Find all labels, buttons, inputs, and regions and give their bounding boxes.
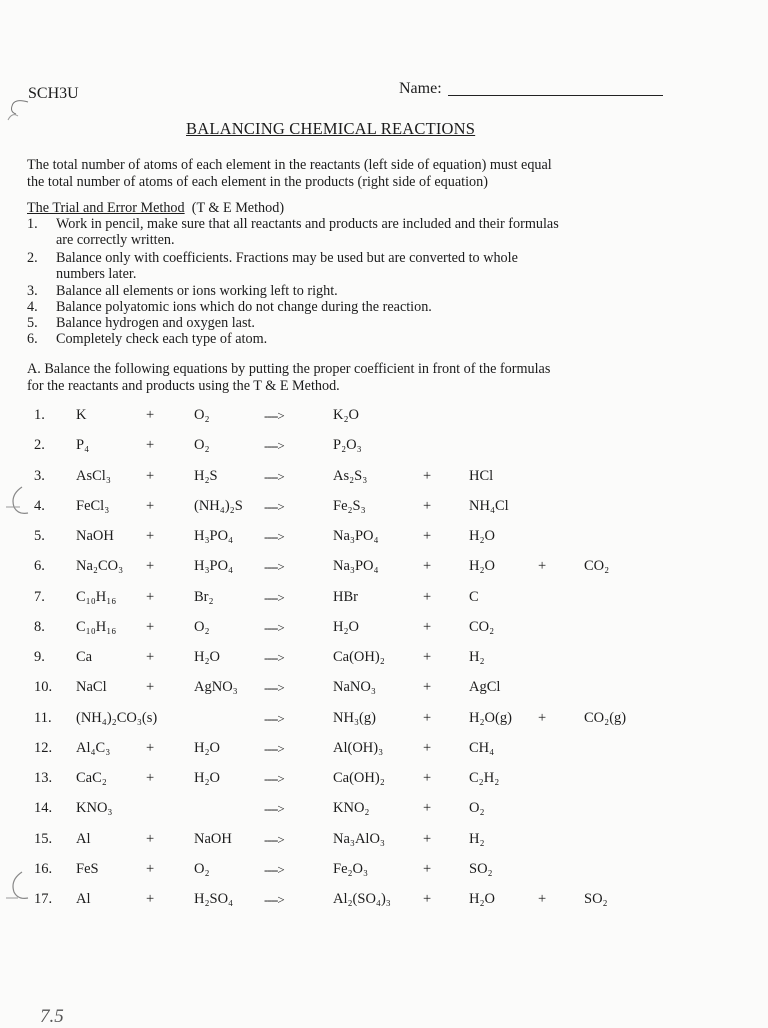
plus-sign: + bbox=[423, 679, 432, 696]
plus-sign: + bbox=[146, 830, 155, 847]
product-1: Na₃AlO₃ bbox=[333, 830, 385, 847]
pencil-scribble-top bbox=[2, 92, 42, 132]
plus-sign: + bbox=[146, 467, 155, 484]
plus-sign: + bbox=[146, 739, 155, 756]
plus-sign: + bbox=[423, 497, 432, 514]
product-2: HCl bbox=[469, 467, 494, 484]
step-text-line: Work in pencil, make sure that all reactants and products are included and their formulas bbox=[56, 216, 559, 232]
product-1: Al(OH)₃ bbox=[333, 739, 384, 756]
plus-sign: + bbox=[423, 467, 432, 484]
step-text bbox=[56, 216, 696, 248]
plus-sign: + bbox=[146, 497, 155, 514]
equation-number: 9. bbox=[34, 649, 45, 665]
plus-sign: + bbox=[146, 528, 155, 544]
reactant-2: O₂ bbox=[194, 860, 210, 877]
product-2: AgCl bbox=[469, 679, 501, 696]
plus-sign: + bbox=[423, 891, 432, 907]
step-text-line: Balance only with coefficients. Fractions may be used but are converted to whole bbox=[56, 250, 518, 266]
equation-number: 3. bbox=[34, 467, 45, 484]
product-2: H₂O bbox=[469, 891, 495, 907]
pencil-bracket-mark-2 bbox=[0, 868, 40, 908]
step-2 bbox=[27, 250, 707, 284]
reactant-1: P₄ bbox=[76, 437, 90, 454]
product-3: CO₂(g) bbox=[584, 709, 627, 726]
intro-line-2: the total number of atoms of each element in the products (right side of equation) bbox=[27, 174, 488, 190]
reactant-1: Al bbox=[76, 830, 91, 847]
reactant-1: FeCl₃ bbox=[76, 497, 110, 514]
reactant-2: O₂ bbox=[194, 407, 210, 423]
name-field[interactable] bbox=[399, 80, 663, 98]
plus-sign: + bbox=[423, 618, 432, 635]
step-6 bbox=[27, 331, 707, 348]
reactant-2: O₂ bbox=[194, 618, 210, 635]
step-3 bbox=[27, 283, 707, 300]
equation-number: 6. bbox=[34, 558, 45, 575]
equation-number: 4. bbox=[34, 497, 45, 514]
step-number: 2. bbox=[27, 250, 38, 266]
yields-arrow: ----> bbox=[264, 559, 284, 575]
equation-number: 16. bbox=[34, 860, 53, 877]
reactant-2: O₂ bbox=[194, 437, 210, 454]
section-a-line-1: A. Balance the following equations by putting the proper coefficient in front of the formulas bbox=[27, 361, 551, 377]
plus-sign: + bbox=[146, 588, 155, 605]
page-title: BALANCING CHEMICAL REACTIONS bbox=[186, 119, 476, 138]
reactant-1: FeS bbox=[76, 860, 99, 877]
method-heading bbox=[27, 200, 284, 217]
product-1: Al₂(SO₄)₃ bbox=[333, 891, 391, 907]
plus-sign: + bbox=[423, 588, 432, 605]
reactant-2: (NH₄)₂S bbox=[194, 497, 243, 514]
reactant-1: Al bbox=[76, 891, 91, 907]
yields-arrow: ----> bbox=[264, 468, 284, 484]
step-number: 3. bbox=[27, 283, 38, 299]
reactant-2: H₂O bbox=[194, 739, 220, 756]
product-2: C bbox=[469, 588, 479, 605]
step-text-line: numbers later. bbox=[56, 266, 137, 282]
plus-sign: + bbox=[146, 407, 155, 423]
reactant-2: H₂SO₄ bbox=[194, 891, 234, 907]
yields-arrow: ----> bbox=[264, 498, 284, 514]
yields-arrow: ----> bbox=[264, 831, 284, 847]
plus-sign: + bbox=[146, 891, 155, 907]
reactant-1: CaC₂ bbox=[76, 770, 107, 786]
step-1 bbox=[27, 216, 707, 250]
name-label: Name: bbox=[399, 80, 442, 97]
yields-arrow: ----> bbox=[264, 771, 284, 786]
step-4 bbox=[27, 299, 707, 316]
yields-arrow: ----> bbox=[264, 529, 284, 544]
step-5 bbox=[27, 315, 707, 332]
reactant-2: H₂O bbox=[194, 770, 220, 786]
product-1: KNO₂ bbox=[333, 800, 370, 817]
plus-sign: + bbox=[146, 679, 155, 696]
reactant-1: Al₄C₃ bbox=[76, 739, 111, 756]
product-1: K₂O bbox=[333, 407, 359, 423]
product-1: HBr bbox=[333, 588, 358, 605]
product-1: Ca(OH)₂ bbox=[333, 649, 385, 665]
reactant-1: KNO₃ bbox=[76, 800, 113, 817]
reactant-2: NaOH bbox=[194, 830, 232, 847]
yields-arrow: ----> bbox=[264, 801, 284, 817]
plus-sign: + bbox=[423, 649, 432, 665]
yields-arrow: ----> bbox=[264, 589, 284, 605]
product-1: As₂S₃ bbox=[333, 467, 368, 484]
course-code: SCH3U bbox=[28, 85, 79, 102]
step-text: Balance polyatomic ions which do not change during the reaction. bbox=[56, 299, 432, 315]
product-1: Fe₂O₃ bbox=[333, 860, 369, 877]
yields-arrow: ----> bbox=[264, 438, 284, 454]
plus-sign: + bbox=[423, 709, 432, 726]
step-number: 5. bbox=[27, 315, 38, 331]
product-1: H₂O bbox=[333, 618, 359, 635]
equation-number: 15. bbox=[34, 830, 53, 847]
yields-arrow: ----> bbox=[264, 408, 284, 423]
product-1: P₂O₃ bbox=[333, 437, 362, 454]
plus-sign: + bbox=[538, 558, 547, 575]
step-number: 1. bbox=[27, 216, 38, 232]
plus-sign: + bbox=[538, 891, 547, 907]
yields-arrow: ----> bbox=[264, 680, 284, 696]
step-number: 6. bbox=[27, 331, 38, 347]
reactant-1: Na₂CO₃ bbox=[76, 558, 124, 575]
equation-number: 11. bbox=[34, 709, 52, 726]
plus-sign: + bbox=[423, 860, 432, 877]
reactant-2: Br₂ bbox=[194, 588, 214, 605]
product-1: Ca(OH)₂ bbox=[333, 770, 385, 786]
equation-number: 13. bbox=[34, 770, 53, 786]
equation-number: 2. bbox=[34, 437, 45, 454]
step-number: 4. bbox=[27, 299, 38, 315]
product-2: H₂O bbox=[469, 528, 495, 544]
equation-number: 8. bbox=[34, 618, 45, 635]
reactant-2: AgNO₃ bbox=[194, 679, 238, 696]
product-1: NaNO₃ bbox=[333, 679, 376, 696]
equation-number: 7. bbox=[34, 588, 45, 605]
equation-number: 5. bbox=[34, 528, 45, 544]
yields-arrow: ----> bbox=[264, 710, 284, 726]
plus-sign: + bbox=[146, 558, 155, 575]
section-a-line-2: for the reactants and products using the T & E Method. bbox=[27, 378, 340, 394]
reactant-1: AsCl₃ bbox=[76, 467, 111, 484]
product-3: SO₂ bbox=[584, 891, 608, 907]
plus-sign: + bbox=[146, 649, 155, 665]
product-2: O₂ bbox=[469, 800, 485, 817]
reactant-1: NaOH bbox=[76, 528, 114, 544]
product-2: C₂H₂ bbox=[469, 770, 500, 786]
intro-line-1: The total number of atoms of each element in the reactants (left side of equation) must equal bbox=[27, 157, 552, 173]
reactant-1: (NH₄)₂CO₃(s) bbox=[76, 709, 158, 726]
reactant-2: H₂S bbox=[194, 467, 218, 484]
equation-number: 10. bbox=[34, 679, 53, 696]
pencil-bracket-mark-1 bbox=[0, 483, 40, 523]
step-text bbox=[56, 250, 696, 282]
equation-number: 14. bbox=[34, 800, 53, 817]
yields-arrow: ----> bbox=[264, 619, 284, 635]
method-subtitle: (T & E Method) bbox=[191, 200, 285, 216]
reactant-1: C₁₀H₁₆ bbox=[76, 588, 117, 605]
plus-sign: + bbox=[423, 830, 432, 847]
step-text: Balance all elements or ions working left to right. bbox=[56, 283, 338, 299]
product-2: SO₂ bbox=[469, 860, 493, 877]
reactant-1: K bbox=[76, 407, 87, 423]
yields-arrow: ----> bbox=[264, 740, 284, 756]
reactant-1: Ca bbox=[76, 649, 93, 665]
product-2: CH₄ bbox=[469, 739, 495, 756]
product-1: NH₃(g) bbox=[333, 709, 376, 726]
equation-number: 17. bbox=[34, 891, 53, 907]
product-3: CO₂ bbox=[584, 558, 610, 575]
yields-arrow: ----> bbox=[264, 892, 284, 907]
plus-sign: + bbox=[146, 437, 155, 454]
product-1: Fe₂S₃ bbox=[333, 497, 366, 514]
plus-sign: + bbox=[146, 618, 155, 635]
equation-number: 12. bbox=[34, 739, 53, 756]
plus-sign: + bbox=[146, 770, 155, 786]
step-text: Balance hydrogen and oxygen last. bbox=[56, 315, 255, 331]
reactant-2: H₃PO₄ bbox=[194, 558, 234, 575]
reactant-2: H₂O bbox=[194, 649, 220, 665]
equation-number: 1. bbox=[34, 407, 45, 423]
product-2: H₂ bbox=[469, 649, 485, 665]
plus-sign: + bbox=[423, 528, 432, 544]
step-text: Completely check each type of atom. bbox=[56, 331, 268, 347]
name-blank-line[interactable] bbox=[448, 95, 663, 96]
reactant-2: H₃PO₄ bbox=[194, 528, 234, 544]
product-2: H₂ bbox=[469, 830, 485, 847]
handwritten-note: 7.5 bbox=[40, 1006, 64, 1027]
method-title: The Trial and Error Method bbox=[27, 200, 185, 216]
product-2: H₂O bbox=[469, 558, 495, 575]
product-1: Na₃PO₄ bbox=[333, 558, 379, 575]
plus-sign: + bbox=[423, 800, 432, 817]
step-text-line: are correctly written. bbox=[56, 232, 175, 248]
product-1: Na₃PO₄ bbox=[333, 528, 379, 544]
plus-sign: + bbox=[423, 770, 432, 786]
product-2: H₂O(g) bbox=[469, 709, 512, 726]
yields-arrow: ----> bbox=[264, 650, 284, 665]
plus-sign: + bbox=[538, 709, 547, 726]
product-2: NH₄Cl bbox=[469, 497, 509, 514]
plus-sign: + bbox=[423, 739, 432, 756]
product-2: CO₂ bbox=[469, 618, 495, 635]
plus-sign: + bbox=[146, 860, 155, 877]
reactant-1: C₁₀H₁₆ bbox=[76, 618, 117, 635]
reactant-1: NaCl bbox=[76, 679, 107, 696]
plus-sign: + bbox=[423, 558, 432, 575]
yields-arrow: ----> bbox=[264, 861, 284, 877]
